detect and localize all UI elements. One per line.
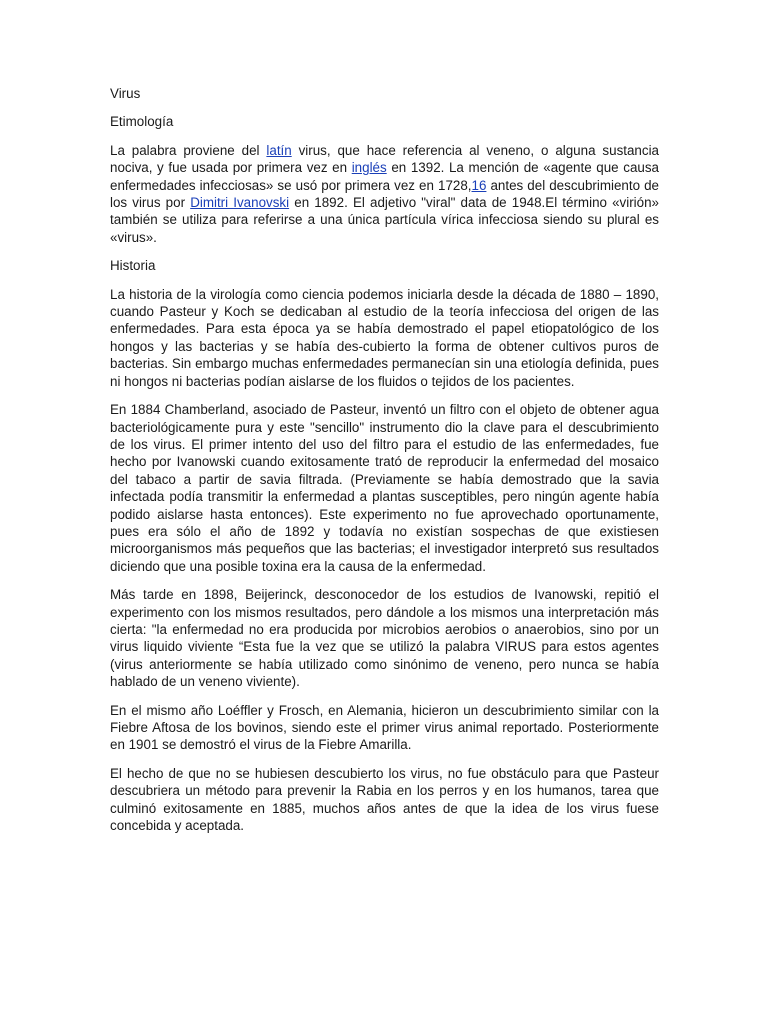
paragraph-text: La palabra proviene del [110, 142, 267, 158]
paragraph-etimologia [110, 142, 659, 246]
paragraph-historia-3: Más tarde en 1898, Beijerinck, desconocedor de los estudios de Ivanowski, repitió el experimento con los mismos resultados, pero dándole a los mismos una interpretación más cierta: "la enfermedad no era producida por microbios aerobios o anaerobios, sino por un virus liquido viviente “Esta fue la vez que se utilizó la palabra VIRUS para estos agentes (virus anteriormente se había utilizado como sinónimo de veneno, pero nunca se había hablado de un veneno viviente). [110, 587, 659, 690]
paragraph-text: en 1892. El adjetivo "viral" data de 1948.El término «virión» también se utiliza para referirse a una única partícula vírica infecciosa siendo su plural es «virus». [110, 195, 660, 245]
link-ingles[interactable]: inglés [351, 160, 387, 176]
paragraph-historia-2: En 1884 Chamberland, asociado de Pasteur, inventó un filtro con el objeto de obtener agua bacteriológicamente pura y este "sencillo" instrumento dio la clave para el descubrimiento de los virus. El primer intento del uso del filtro para el estudio de las enfermedades, fue hecho por Ivanowski cuando exitosamente trató de reproducir la enfermedad del mosaico del tabaco a partir de savia filtrada. (Previamente se había demostrado que la savia infectada podía transmitir la enfermedad a plantas susceptibles, pero ningún agente había podido aislarse hasta entonces). Este experimento no fue aprovechado oportunamente, pues era sólo el año de 1892 y todavía no existían sospechas de que existiesen microorganismos más pequeños que las bacterias; el investigador interpretó sus resultados diciendo que una posible toxina era la causa de la enfermedad. [110, 402, 659, 574]
paragraph-text: virus, que hace referencia al veneno, o alguna sustancia nociva, y fue usada por primera vez en [110, 142, 659, 176]
paragraph-text: en 1392. La mención de «agente que causa enfermedades infecciosas» se usó por primera vez en 1728, [110, 160, 659, 193]
link-latin[interactable]: latín [266, 142, 292, 158]
paragraph-historia-5: El hecho de que no se hubiesen descubierto los virus, no fue obstáculo para que Pasteur descubriera un método para prevenir la Rabia en los perros y en los humanos, tarea que culminó exitosamente en 1885, muchos años antes de que la idea de los virus fuese concebida y aceptada. [110, 765, 659, 834]
paragraph-historia-4: En el mismo año Loéffler y Frosch, en Alemania, hicieron un descubrimiento similar con la Fiebre Aftosa de los bovinos, siendo este el primer virus animal reportado. Posteriormente en 1901 se demostró el virus de la Fiebre Amarilla. [110, 702, 659, 753]
paragraph-historia-1: La historia de la virología como ciencia podemos iniciarla desde la década de 1880 – 1890, cuando Pasteur y Koch se dedicaban al estudio de la teoría infecciosa del origen de las enfermedades. Para esta época ya se había demostrado el papel etiopatológico de los hongos y las bacterias y se había des-cubierto la forma de obtener cultivos puros de bacterias. Sin embargo muchas enfermedades permanecían sin una etiología definida, pues ni hongos ni bacterias podían aislarse de los fluidos o tejidos de los pacientes. [110, 286, 659, 389]
link-reference-16[interactable]: 16 [471, 177, 487, 193]
document-title: Virus [110, 86, 141, 101]
document-page [110, 85, 659, 845]
link-dimitri-ivanovski[interactable]: Dimitri Ivanovski [190, 195, 290, 211]
section-heading-historia: Historia [110, 258, 156, 274]
paragraph-text: antes del descubrimiento de los virus por [110, 177, 659, 211]
section-heading-etimologia: Etimología [110, 114, 174, 130]
